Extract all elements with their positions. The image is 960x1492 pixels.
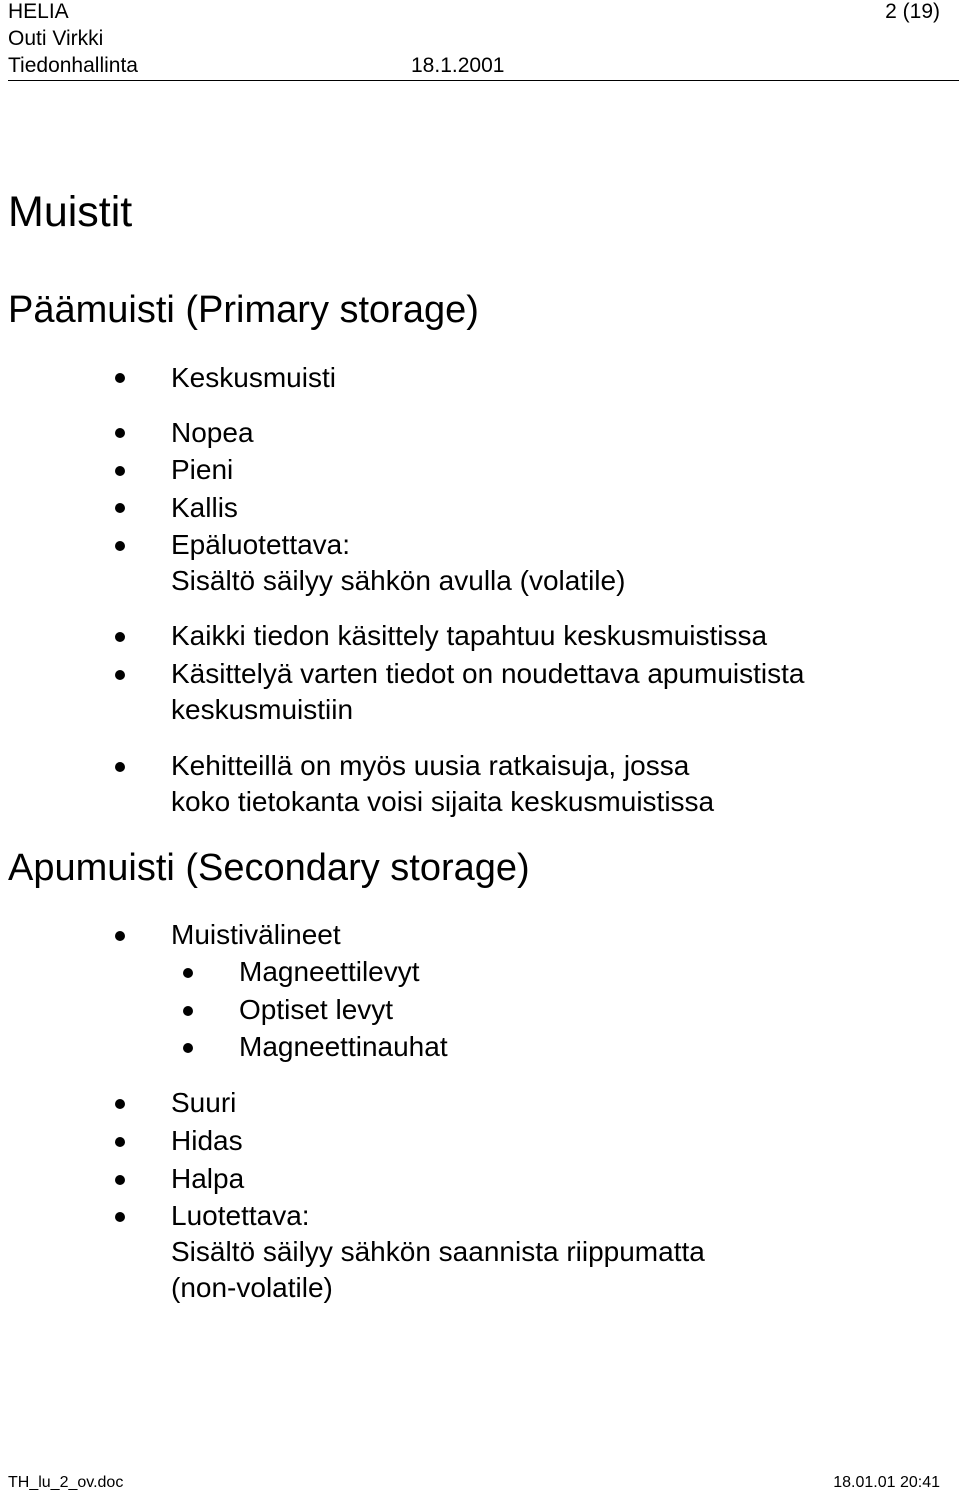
- list-item-text: Suuri: [171, 1087, 237, 1118]
- list-item-text: Halpa: [171, 1163, 245, 1194]
- list-item-text: Optiset levyt: [239, 994, 394, 1025]
- bullet-icon: [115, 1212, 125, 1222]
- bullet-icon: [183, 968, 193, 978]
- list-item-text: keskusmuistiin: [171, 694, 354, 725]
- header-org: HELIA: [8, 0, 69, 23]
- list-item-text: Nopea: [171, 417, 254, 448]
- list-item-text: (non-volatile): [171, 1272, 333, 1303]
- list-item-text: Käsittelyä varten tiedot on noudettava apumuistista: [171, 658, 805, 689]
- bullet-icon: [115, 762, 125, 772]
- list-item-text: Sisältö säilyy sähkön avulla (volatile): [171, 565, 626, 596]
- list-item-text: Magneettilevyt: [239, 956, 420, 987]
- document-title: Muistit: [8, 188, 133, 236]
- list-item-text: Kehitteillä on myös uusia ratkaisuja, jossa: [171, 750, 690, 781]
- bullet-icon: [115, 428, 125, 438]
- bullet-icon: [115, 1175, 125, 1185]
- header-date: 18.1.2001: [411, 54, 505, 77]
- list-item-text: Kallis: [171, 492, 238, 523]
- header-author: Outi Virkki: [8, 27, 104, 50]
- bullet-icon: [115, 1099, 125, 1109]
- list-item-text: Sisältö säilyy sähkön saannista riippumatta: [171, 1236, 705, 1267]
- secondary-storage-heading: Apumuisti (Secondary storage): [8, 847, 530, 889]
- footer-timestamp: 18.01.01 20:41: [833, 1474, 940, 1491]
- list-item-text: Luotettava:: [171, 1200, 310, 1231]
- header-course: Tiedonhallinta: [8, 54, 138, 77]
- primary-storage-heading: Päämuisti (Primary storage): [8, 289, 479, 331]
- footer-filename: TH_lu_2_ov.doc: [8, 1474, 124, 1491]
- list-item-text: Keskusmuisti: [171, 362, 336, 393]
- list-item-text: Muistivälineet: [171, 919, 341, 950]
- list-item-text: Epäluotettava:: [171, 529, 351, 560]
- list-item-text: koko tietokanta voisi sijaita keskusmuistissa: [171, 786, 715, 817]
- header-divider: [8, 80, 959, 81]
- bullet-icon: [115, 632, 125, 642]
- bullet-icon: [183, 1043, 193, 1053]
- list-item-text: Pieni: [171, 454, 234, 485]
- bullet-icon: [115, 503, 125, 513]
- bullet-icon: [115, 931, 125, 941]
- bullet-icon: [115, 1137, 125, 1147]
- list-item-text: Hidas: [171, 1125, 243, 1156]
- bullet-icon: [115, 373, 125, 383]
- list-item-text: Kaikki tiedon käsittely tapahtuu keskusmuistissa: [171, 620, 768, 651]
- bullet-icon: [115, 670, 125, 680]
- header-page-number: 2 (19): [885, 0, 940, 23]
- bullet-icon: [183, 1006, 193, 1016]
- bullet-icon: [115, 466, 125, 476]
- list-item-text: Magneettinauhat: [239, 1031, 448, 1062]
- bullet-icon: [115, 541, 125, 551]
